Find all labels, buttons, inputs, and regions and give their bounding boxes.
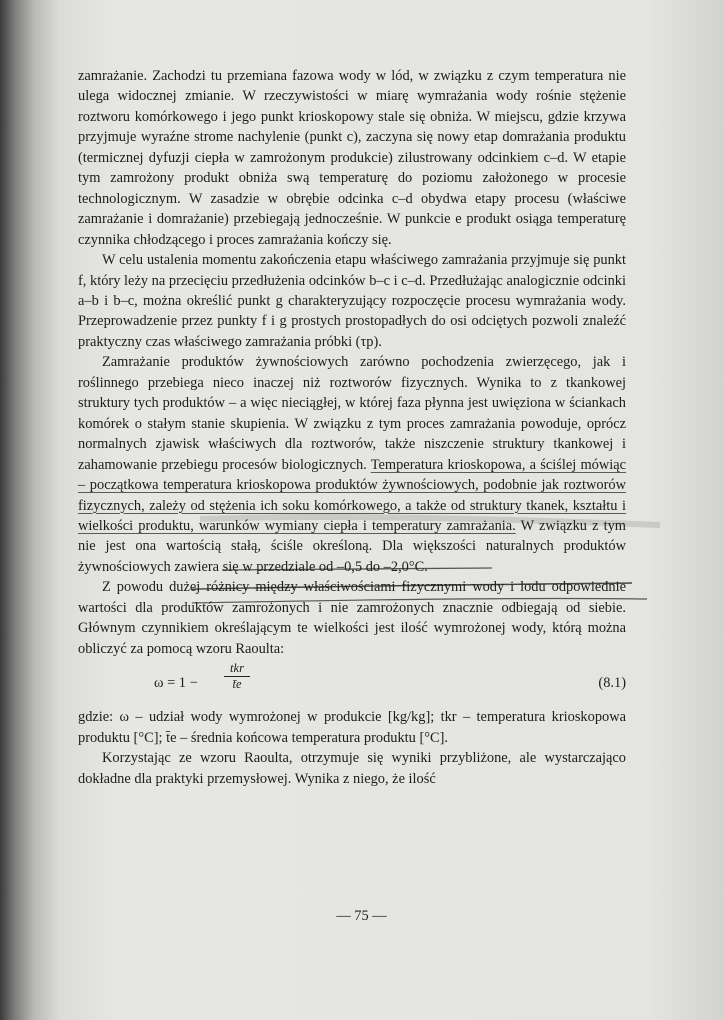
equation-8-1 bbox=[78, 659, 626, 707]
paragraph-6: Korzystając ze wzoru Raoulta, otrzymuje się wyniki przybliżone, ale wystarczająco dokładne dla praktyki przemysłowej. Wynika z niego, że ilość bbox=[78, 750, 626, 787]
equation-number: (8.1) bbox=[598, 675, 626, 692]
equation-lhs: ω = 1 − bbox=[154, 675, 198, 692]
equation-denominator: t̄e bbox=[232, 677, 242, 692]
paragraph-3-end: W związku z tym nie jest ona wartością stałą, ściśle określoną. Dla większości naturalnych produktów żywnościowych zawiera się w przedziale od –0,5 do –2,0°C. bbox=[78, 517, 626, 575]
page-number: — 75 — bbox=[336, 908, 387, 924]
paragraph-3-start: Zamrażanie produktów żywnościowych zarówno pochodzenia zwierzęcego, jak i roślinnego przebiega nieco inaczej niż roztworów fizycznych. Wynika to z tkankowej struktury tych produktów – a więc nieciągłej, w której faza płynna jest uwięziona w ściankach komórek o stałym stanie skupienia. W związku z tym proces zamrażania powoduje, oprócz normalnych zjawisk właściwych dla roztworów, także niszczenie struktury tkankowej i zahamowanie przebiegu procesów biologicznych. bbox=[78, 354, 626, 473]
paragraph-1: zamrażanie. Zachodzi tu przemiana fazowa wody w lód, w związku z czym temperatura nie ulega widocznej zmianie. W rzeczywistości w miarę wymrażania wody rośnie stężenie roztworu komórkowego i jego punkt krioskopowy stale się obniża. W miejscu, gdzie krzywa przyjmuje wyraźne strome nachylenie (punkt c), zaczyna się nowy etap domrażania produktu (termicznej dyfuzji ciepła w zamrożonym produkcie) zilustrowany odcinkiem c–d. W etapie tym zamrożony produkt obniża swą temperaturę do poziomu założonego w procesie technologicznym. W zasadzie w obrębie odcinka c–d obydwa etapy procesu (właściwe zamrażanie i domrażanie) przebiegają jednocześnie. W punkcie e produkt osiąga temperaturę czynnika chłodzącego i proces zamrażania kończy się. bbox=[78, 68, 626, 248]
equation-fraction bbox=[224, 661, 250, 692]
paragraph-3 bbox=[78, 352, 626, 577]
paragraph-2: W celu ustalenia momentu zakończenia etapu właściwego zamrażania przyjmuje się punkt f, który leży na przecięciu przedłużenia odcinków b–c i c–d. Przedłużając analogicznie odcinki a–b i b–c, można określić punkt g charakteryzujący rozpoczęcie procesu wymrażania wody. Przeprowadzenie przez punkty f i g prostych prostopadłych do osi odciętych pozwoli znaleźć praktyczny czas właściwego zamrażania próbki (τp). bbox=[78, 252, 626, 350]
paragraph-5: gdzie: ω – udział wody wymrożonej w produkcie [kg/kg]; tkr – temperatura krioskopowa produktu [°C]; t̄e – średnia końcowa temperatura produktu [°C]. bbox=[78, 709, 626, 746]
body-text bbox=[78, 66, 626, 789]
equation-numerator: tkr bbox=[224, 661, 250, 677]
paragraph-4: Z powodu dużej różnicy między właściwościami fizycznymi wody i lodu odpowiednie wartości dla produktów zamrożonych i nie zamrożonych znacznie odbiegają od siebie. Głównym czynnikiem określającym te wielkości jest ilość wymrożonej wody, którą można obliczyć za pomocą wzoru Raoulta: bbox=[78, 579, 626, 657]
highlighted-passage: Temperatura krioskopowa, a ściślej mówiąc – początkowa temperatura krioskopowa produktów żywnościowych, podobnie jak roztworów fizycznych, zależy od stężenia ich soku komórkowego, a także od struktury tkanek, kształtu i wielkości produktu, warunków wymiany ciepła i temperatury zamrażania. bbox=[78, 456, 626, 534]
